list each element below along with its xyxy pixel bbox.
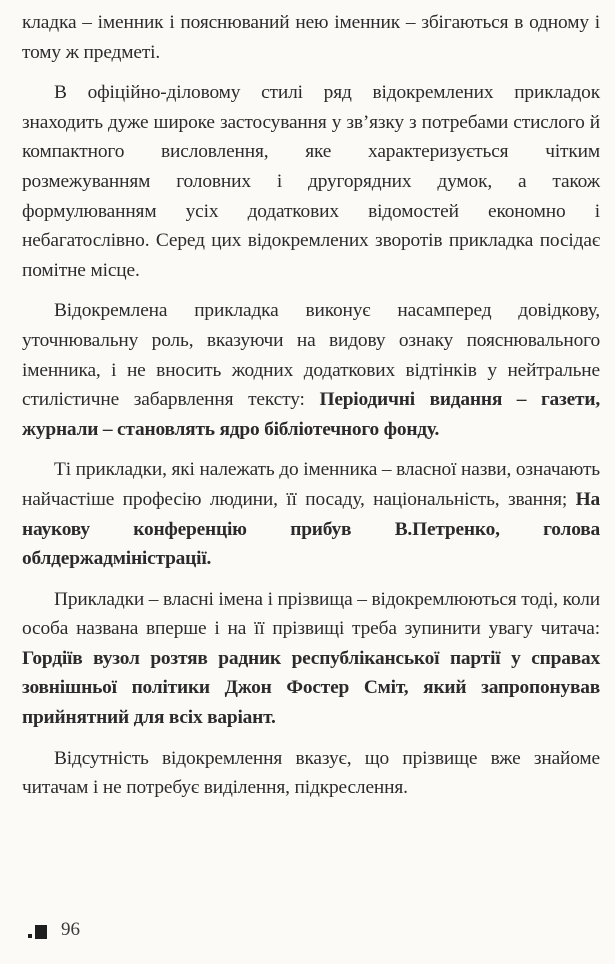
page-number: 96 — [61, 919, 80, 940]
paragraph-no-separation — [22, 744, 600, 803]
paragraph-official-style — [22, 78, 600, 285]
paragraph-proper-noun-appositives — [22, 455, 600, 573]
paragraph-names-surnames — [22, 585, 600, 733]
page-footer — [28, 918, 80, 942]
paragraph-text: Ті прикладки, які належать до іменника – власної назви, означають найчастіше професію людини, її посаду, національність, звання; — [22, 459, 600, 510]
paragraph-text: кладка – іменник і пояснюваний нею іменник – збігаються в одному і тому ж предметі. — [22, 12, 600, 63]
paragraph-text: В офіційно-діловому стилі ряд відокремлених прикладок знаходить дуже широке застосування у зв’язку з потребами стислого й компактного висловлення, яке характеризується чітким розмежуванням головних і другорядних думок, а також формулюванням усіх додаткових відомостей економно і небагатослівно. Серед цих відокремлених зворотів прикладка посідає помітне місце. — [22, 82, 600, 281]
paragraph-text: Прикладки – власні імена і прізвища – відокремлюються тоді, коли особа названа вперше і на її прізвищі треба зупинити увагу читача: — [22, 588, 600, 640]
paragraph-appositive-role — [22, 296, 600, 444]
paragraph-continued — [22, 8, 600, 67]
page-marker-icon — [28, 921, 47, 939]
marker-big-square — [35, 925, 47, 939]
example-sentence: На наукову конференцію прибув В.Петренко, голова облдержадміністрації. — [22, 488, 600, 570]
paragraph-text: Відсутність відокремлення вказує, що прізвище вже знайоме читачам і не потребує виділення, підкреслення. — [22, 747, 600, 799]
paragraph-text: Відокремлена прикладка виконує насамперед довідкову, уточнювальну роль, вказуючи на видову ознаку пояснювального іменника, і не вносить жодних додаткових відтінків у нейтральне стилістичне забарвлення тексту: — [22, 300, 600, 411]
page-body — [22, 8, 600, 814]
example-sentence: Періодичні видання – газети, журнали – становлять ядро бібліотечного фонду. — [22, 389, 600, 440]
example-sentence: Гордіїв вузол розтяв радник республіканської партії у справах зовнішньої політики Джон Фостер Сміт, який запропонував прийнятний для всіх варіант. — [22, 647, 600, 729]
marker-small-square — [28, 934, 32, 938]
